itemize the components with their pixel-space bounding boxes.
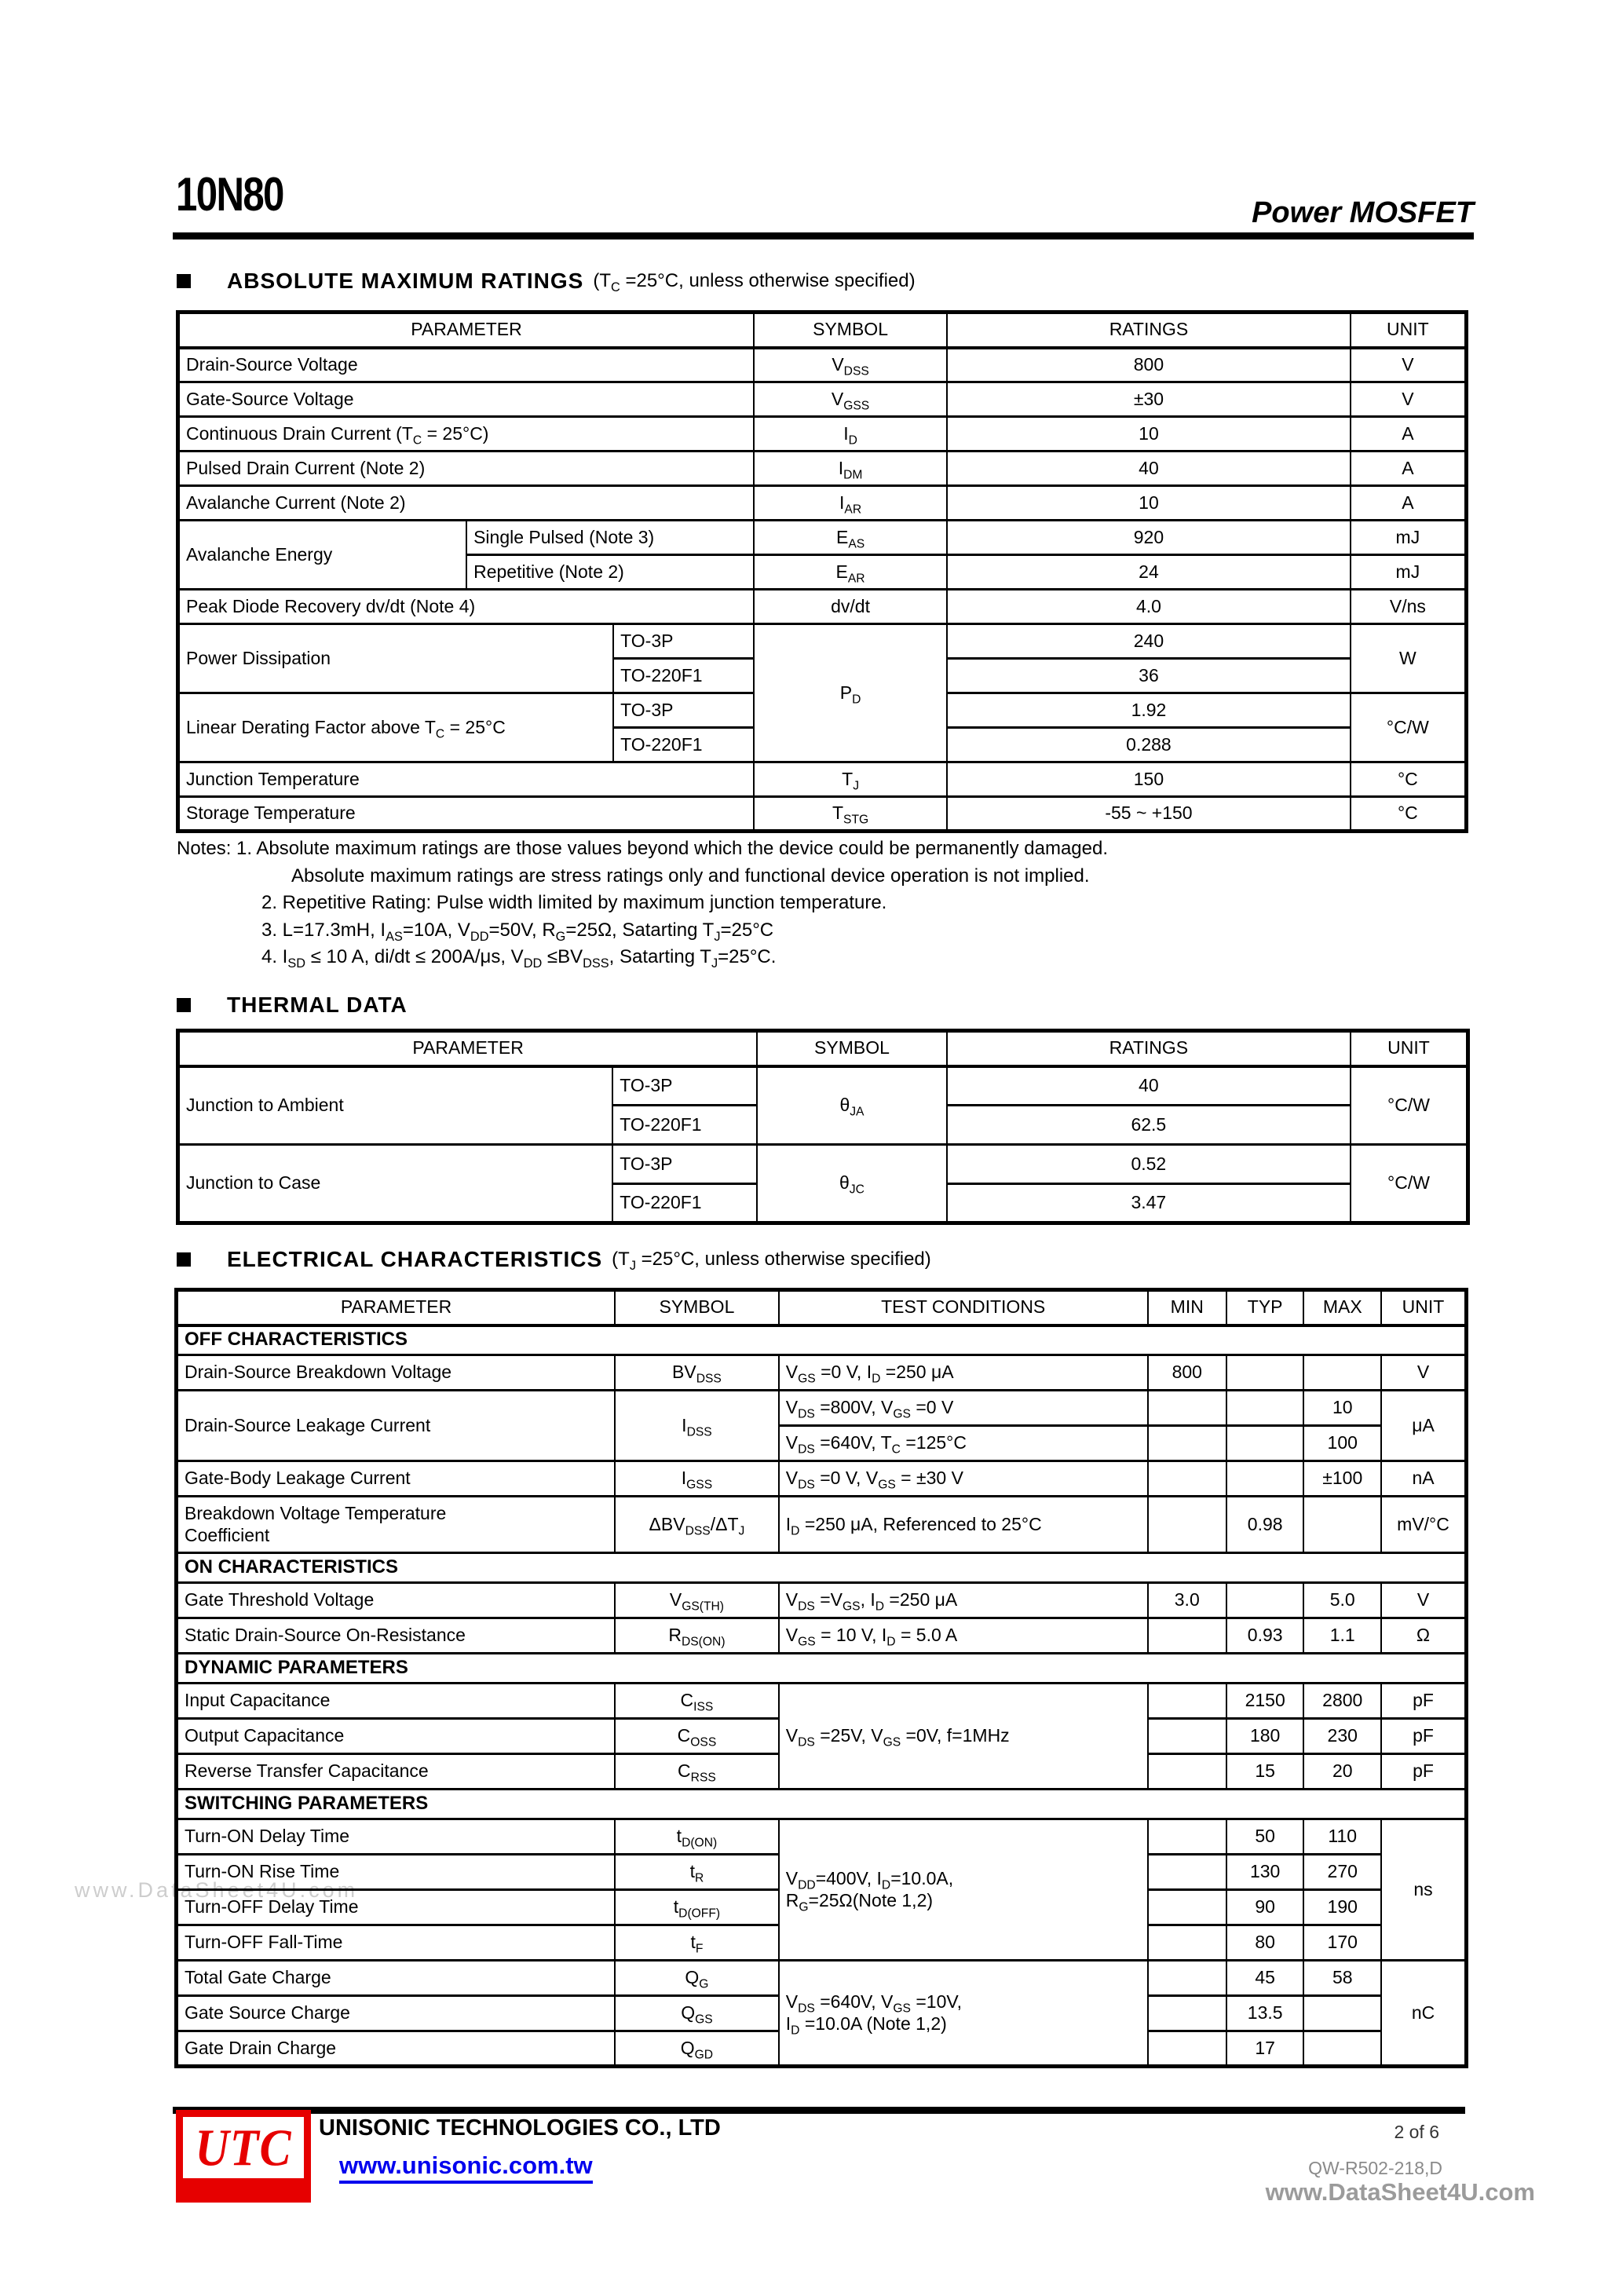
table-cell [1226, 1355, 1304, 1391]
table-cell: μA [1381, 1391, 1466, 1461]
table-cell: 13.5 [1226, 1996, 1304, 2031]
absolute-maximum-ratings-table [176, 310, 1468, 833]
table-cell: A [1351, 452, 1467, 486]
table-row [178, 452, 1467, 486]
table-row [178, 762, 1467, 797]
header-rule [173, 232, 1474, 239]
table-cell [1226, 1426, 1304, 1461]
table-cell [1303, 1355, 1381, 1391]
table-cell [1148, 1391, 1226, 1426]
table-cell: Gate-Body Leakage Current [177, 1461, 616, 1497]
table-cell: 45 [1226, 1961, 1304, 1996]
table-cell: °C/W [1351, 693, 1467, 762]
table-cell: 0.52 [947, 1145, 1351, 1184]
notes-block [177, 835, 1472, 971]
table-cell: $I_{DSS}$ [615, 1391, 779, 1461]
table-row [177, 1461, 1467, 1497]
section-name: THERMAL DATA [227, 993, 408, 1017]
table-cell: 40 [947, 452, 1351, 486]
table-row [177, 1618, 1467, 1654]
table-cell: $I_D$ [754, 417, 947, 452]
table-cell: $I_{GSS}$ [615, 1461, 779, 1497]
table-cell: Gate-Source Voltage [178, 382, 755, 417]
table-cell: $P_D$ [754, 624, 947, 762]
table-cell: 40 [947, 1066, 1351, 1106]
section-title-electrical-characteristics [177, 1247, 931, 1272]
table-cell: MIN [1148, 1290, 1226, 1325]
electrical-characteristics-table [174, 1288, 1468, 2068]
table-cell: $T_J$ [754, 762, 947, 797]
table-cell: MAX [1303, 1290, 1381, 1325]
table-cell: 24 [947, 555, 1351, 590]
page-indicator: 2 of 6 [1394, 2122, 1439, 2142]
table-cell: Reverse Transfer Capacitance [177, 1754, 616, 1790]
table-cell: 800 [1148, 1355, 1226, 1391]
table-cell: 190 [1303, 1890, 1381, 1925]
table-cell: 920 [947, 521, 1351, 555]
company-name: UNISONIC TECHNOLOGIES CO., LTD [319, 2115, 721, 2141]
table-cell: TEST CONDITIONS [779, 1290, 1148, 1325]
table-cell: V [1351, 348, 1467, 382]
table-cell: 0.98 [1226, 1497, 1304, 1553]
table-cell [1148, 1684, 1226, 1719]
table-cell: TO-3P [613, 624, 754, 659]
table-cell: 10 [947, 486, 1351, 521]
thermal-data-table [176, 1029, 1470, 1225]
section-bullet-icon [177, 998, 191, 1012]
table-cell: $t_{D(OFF)}$ [615, 1890, 779, 1925]
table-row [178, 382, 1467, 417]
table-cell: RATINGS [947, 313, 1351, 348]
table-row [177, 1961, 1467, 1996]
table-cell: 4.0 [947, 590, 1351, 624]
table-row [177, 1819, 1467, 1855]
table-cell: 110 [1303, 1819, 1381, 1855]
table-row [178, 417, 1467, 452]
note-line: 3. L=17.3mH, $I_{AS}=10A$, $V_{DD}=50V$, $R_G=25\Omega$, Satarting $T_J=25^\circ C$ [261, 919, 774, 944]
table-cell [1303, 2031, 1381, 2067]
table-row [177, 1497, 1467, 1553]
table-cell: Drain-Source Breakdown Voltage [177, 1355, 616, 1391]
table-cell: A [1351, 486, 1467, 521]
table-cell: $V_{GSS}$ [754, 382, 947, 417]
table-cell: UNIT [1351, 1031, 1468, 1066]
table-cell: Ω [1381, 1618, 1466, 1654]
table-cell [1303, 1497, 1381, 1553]
table-row [178, 521, 1467, 555]
table-cell: 3.0 [1148, 1583, 1226, 1618]
table-cell: Continuous Drain Current $(T_C = 25^\circ C)$ [178, 417, 755, 452]
table-cell: TO-220F1 [612, 1106, 757, 1145]
table-cell: 5.0 [1303, 1583, 1381, 1618]
company-website-link[interactable]: www.unisonic.com.tw [339, 2152, 593, 2184]
table-cell: Peak Diode Recovery dv/dt (Note 4) [178, 590, 755, 624]
table-cell: °C [1351, 762, 1467, 797]
table-cell: nC [1381, 1961, 1466, 2067]
section-title-thermal-data [177, 993, 408, 1018]
table-cell: Breakdown Voltage Temperature Coefficient [177, 1497, 616, 1553]
table-row [178, 313, 1467, 348]
table-row [178, 624, 1467, 659]
table-cell: ±30 [947, 382, 1351, 417]
table-cell: ON CHARACTERISTICS [177, 1553, 1467, 1583]
table-cell [1303, 1996, 1381, 2031]
table-row [177, 1583, 1467, 1618]
table-cell [1148, 1461, 1226, 1497]
table-cell [1148, 2031, 1226, 2067]
table-row [178, 1145, 1468, 1184]
table-cell [1148, 1819, 1226, 1855]
table-cell: $R_{DS(ON)}$ [615, 1618, 779, 1654]
table-cell: $t_F$ [615, 1925, 779, 1961]
table-cell: Pulsed Drain Current (Note 2) [178, 452, 755, 486]
table-cell [1148, 1855, 1226, 1890]
table-cell: Linear Derating Factor above $T_C = 25^\circ C$ [178, 693, 614, 762]
table-cell: Junction to Ambient [178, 1066, 613, 1145]
table-cell: mJ [1351, 521, 1467, 555]
table-cell: Gate Drain Charge [177, 2031, 616, 2067]
table-cell: Static Drain-Source On-Resistance [177, 1618, 616, 1654]
table-cell: Gate Threshold Voltage [177, 1583, 616, 1618]
table-cell: 2150 [1226, 1684, 1304, 1719]
table-cell: 10 [947, 417, 1351, 452]
table-cell: 270 [1303, 1855, 1381, 1890]
table-cell: 240 [947, 624, 1351, 659]
table-cell: 17 [1226, 2031, 1304, 2067]
table-cell: V/ns [1351, 590, 1467, 624]
table-row [178, 1066, 1468, 1106]
table-cell [1148, 1426, 1226, 1461]
table-row [177, 1790, 1467, 1819]
table-cell: 100 [1303, 1426, 1381, 1461]
table-cell: $V_{DS} =V_{GS}$, $I_D =250$ μA [779, 1583, 1148, 1618]
table-cell: 150 [947, 762, 1351, 797]
note-line: 4. $I_{SD} \le 10$ A, di/dt ≤ 200A/μs, $V_{DD} \le BV_{DSS}$, Satarting $T_J=25^\circ C$. [261, 946, 777, 971]
table-cell [1148, 1719, 1226, 1754]
utc-logo-text: UTC [195, 2118, 292, 2177]
table-cell: $C_{OSS}$ [615, 1719, 779, 1754]
utc-logo-panel [183, 2117, 304, 2178]
table-cell: mJ [1351, 555, 1467, 590]
table-cell [1148, 1996, 1226, 2031]
table-cell: Total Gate Charge [177, 1961, 616, 1996]
table-row [178, 1031, 1468, 1066]
table-cell: 80 [1226, 1925, 1304, 1961]
table-cell: 36 [947, 659, 1351, 693]
table-row [177, 1684, 1467, 1719]
table-cell: $I_{AR}$ [754, 486, 947, 521]
section-name: ELECTRICAL CHARACTERISTICS [227, 1247, 603, 1271]
table-cell: $V_{DS} =640V$, $T_C =125^\circ C$ [779, 1426, 1148, 1461]
table-cell: Output Capacitance [177, 1719, 616, 1754]
table-cell: UNIT [1351, 313, 1467, 348]
table-cell: TO-220F1 [613, 659, 754, 693]
note-line: Notes: 1. Absolute maximum ratings are those values beyond which the device could be permanently damaged. [177, 838, 1109, 859]
table-cell: 62.5 [947, 1106, 1351, 1145]
table-cell: pF [1381, 1754, 1466, 1790]
table-cell: Avalanche Energy [178, 521, 467, 590]
table-cell: $V_{DS} =800V$, $V_{GS} =0$ V [779, 1391, 1148, 1426]
table-row [177, 1553, 1467, 1583]
table-cell: Storage Temperature [178, 797, 755, 832]
table-cell [1148, 1497, 1226, 1553]
table-cell: Turn-OFF Delay Time [177, 1890, 616, 1925]
table-cell: $Q_{GS}$ [615, 1996, 779, 2031]
table-cell: Drain-Source Leakage Current [177, 1391, 616, 1461]
table-cell: $Q_G$ [615, 1961, 779, 1996]
table-cell: $V_{DS} =640V$, $V_{GS} =10V$, $I_D =10.0A$ (Note 1,2) [779, 1961, 1148, 2067]
table-cell: TO-220F1 [613, 728, 754, 762]
table-cell: SYMBOL [754, 313, 947, 348]
table-cell [1148, 1754, 1226, 1790]
section-condition: ($T_J =25^\circ C$, unless otherwise specified) [612, 1249, 931, 1273]
table-cell: dv/dt [754, 590, 947, 624]
table-cell: pF [1381, 1719, 1466, 1754]
table-cell: RATINGS [947, 1031, 1351, 1066]
table-cell: 0.288 [947, 728, 1351, 762]
table-cell: TO-220F1 [612, 1184, 757, 1223]
table-row [177, 1654, 1467, 1684]
table-cell: Turn-OFF Fall-Time [177, 1925, 616, 1961]
table-cell: Gate Source Charge [177, 1996, 616, 2031]
table-row [178, 590, 1467, 624]
datasheet4u-watermark: www.DataSheet4U.com [75, 1878, 359, 1902]
table-cell: Single Pulsed (Note 3) [466, 521, 754, 555]
table-cell [1148, 1925, 1226, 1961]
table-cell: $C_{RSS}$ [615, 1754, 779, 1790]
table-cell: 230 [1303, 1719, 1381, 1754]
table-cell: 1.1 [1303, 1618, 1381, 1654]
table-cell: mV/°C [1381, 1497, 1466, 1553]
table-cell: °C/W [1351, 1066, 1468, 1145]
footer-rule [173, 2107, 1465, 2114]
table-cell: $V_{GS} =0$ V, $I_D =250$ μA [779, 1355, 1148, 1391]
note-line: Absolute maximum ratings are stress ratings only and functional device operation is not implied. [291, 865, 1090, 887]
table-cell: Junction to Case [178, 1145, 613, 1223]
table-cell: PARAMETER [177, 1290, 616, 1325]
table-cell: TO-3P [612, 1066, 757, 1106]
table-row [177, 1325, 1467, 1355]
table-cell: 130 [1226, 1855, 1304, 1890]
table-cell: 180 [1226, 1719, 1304, 1754]
table-cell: V [1381, 1583, 1466, 1618]
table-cell: $T_{STG}$ [754, 797, 947, 832]
table-cell: UNIT [1381, 1290, 1466, 1325]
table-cell: 170 [1303, 1925, 1381, 1961]
table-cell: 15 [1226, 1754, 1304, 1790]
table-cell: $t_R$ [615, 1855, 779, 1890]
table-cell: $I_{DM}$ [754, 452, 947, 486]
table-row [178, 486, 1467, 521]
table-cell: ±100 [1303, 1461, 1381, 1497]
table-cell [1148, 1618, 1226, 1654]
table-cell [1226, 1583, 1304, 1618]
table-cell: ns [1381, 1819, 1466, 1961]
part-number-title: 10N80 [176, 168, 283, 221]
table-cell: PARAMETER [178, 1031, 758, 1066]
table-cell: V [1351, 382, 1467, 417]
doc-code: QW-R502-218,D [1308, 2158, 1442, 2178]
table-cell: OFF CHARACTERISTICS [177, 1325, 1467, 1355]
table-cell: 58 [1303, 1961, 1381, 1996]
table-cell: $\theta_{JA}$ [757, 1066, 947, 1145]
table-cell: A [1351, 417, 1467, 452]
table-cell [1226, 1461, 1304, 1497]
table-row [177, 1290, 1467, 1325]
table-cell: $t_{D(ON)}$ [615, 1819, 779, 1855]
table-cell: 90 [1226, 1890, 1304, 1925]
table-row [178, 797, 1467, 832]
table-cell: $V_{DSS}$ [754, 348, 947, 382]
table-cell: V [1381, 1355, 1466, 1391]
table-cell: TO-3P [613, 693, 754, 728]
table-cell: Power Dissipation [178, 624, 614, 693]
table-row [177, 1355, 1467, 1391]
table-cell: 10 [1303, 1391, 1381, 1426]
table-cell: 20 [1303, 1754, 1381, 1790]
table-cell: Turn-ON Rise Time [177, 1855, 616, 1890]
table-cell [1226, 1391, 1304, 1426]
table-cell: Input Capacitance [177, 1684, 616, 1719]
table-cell: SYMBOL [615, 1290, 779, 1325]
table-cell: W [1351, 624, 1467, 693]
table-cell: $E_{AS}$ [754, 521, 947, 555]
table-cell: Junction Temperature [178, 762, 755, 797]
table-row [177, 1391, 1467, 1426]
document-type-title: Power MOSFET [1252, 196, 1474, 229]
table-cell: Drain-Source Voltage [178, 348, 755, 382]
table-cell: 2800 [1303, 1684, 1381, 1719]
section-condition: ($T_C =25^\circ C$, unless otherwise specified) [593, 270, 916, 294]
table-cell: $Q_{GD}$ [615, 2031, 779, 2067]
section-bullet-icon [177, 274, 191, 288]
table-cell: 3.47 [947, 1184, 1351, 1223]
table-cell: °C [1351, 797, 1467, 832]
table-cell: $BV_{DSS}$ [615, 1355, 779, 1391]
table-row [178, 348, 1467, 382]
table-cell: SWITCHING PARAMETERS [177, 1790, 1467, 1819]
table-cell: -55 ~ +150 [947, 797, 1351, 832]
table-cell: $\theta_{JC}$ [757, 1145, 947, 1223]
table-cell: nA [1381, 1461, 1466, 1497]
utc-logo [176, 2110, 311, 2203]
table-cell: TYP [1226, 1290, 1304, 1325]
table-cell: Avalanche Current (Note 2) [178, 486, 755, 521]
datasheet4u-watermark: www.DataSheet4U.com [1265, 2178, 1535, 2206]
table-cell: 1.92 [947, 693, 1351, 728]
table-cell: $V_{GS} = 10$ V, $I_D = 5.0$ A [779, 1618, 1148, 1654]
table-cell: $E_{AR}$ [754, 555, 947, 590]
table-cell: 50 [1226, 1819, 1304, 1855]
table-cell: 0.93 [1226, 1618, 1304, 1654]
table-cell: PARAMETER [178, 313, 755, 348]
table-cell [1148, 1961, 1226, 1996]
table-cell: $V_{DD}=400V$, $I_D=10.0A$, $R_G=25\Omega(Note$ 1,2) [779, 1819, 1148, 1961]
table-cell: °C/W [1351, 1145, 1468, 1223]
table-cell: DYNAMIC PARAMETERS [177, 1654, 1467, 1684]
table-cell: $V_{GS(TH)}$ [615, 1583, 779, 1618]
table-cell: 800 [947, 348, 1351, 382]
table-cell: $V_{DS} =25V$, $V_{GS} =0V$, f=1MHz [779, 1684, 1148, 1790]
table-cell [1148, 1890, 1226, 1925]
table-cell: TO-3P [612, 1145, 757, 1184]
table-cell: $\Delta BV_{DSS}/\Delta T_J$ [615, 1497, 779, 1553]
note-line: 2. Repetitive Rating: Pulse width limited by maximum junction temperature. [261, 892, 887, 913]
section-title-absolute-maximum-ratings [177, 269, 916, 294]
section-name: ABSOLUTE MAXIMUM RATINGS [227, 269, 584, 293]
table-cell: Repetitive (Note 2) [466, 555, 754, 590]
table-cell: $C_{ISS}$ [615, 1684, 779, 1719]
table-cell: $I_D =250$ μA, Referenced to 25°C [779, 1497, 1148, 1553]
table-cell: SYMBOL [757, 1031, 947, 1066]
table-cell: Turn-ON Delay Time [177, 1819, 616, 1855]
table-cell: pF [1381, 1684, 1466, 1719]
section-bullet-icon [177, 1252, 191, 1267]
table-cell: $V_{DS} =0$ V, $V_{GS} = \pm 30$ V [779, 1461, 1148, 1497]
